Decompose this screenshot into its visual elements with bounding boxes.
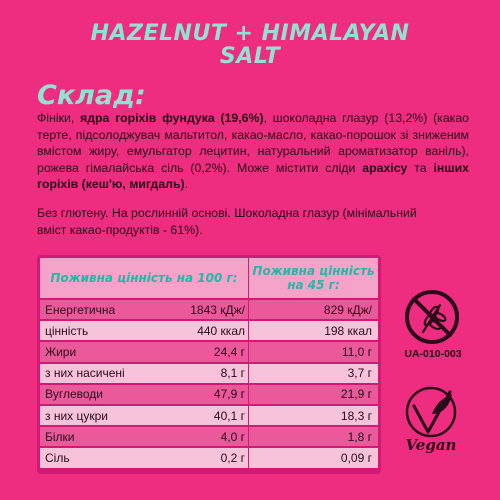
value-per-100g: 24,4 г (180, 342, 249, 361)
ingredients-hazelnut: ядра горіхів фундука (19,6%) (80, 111, 264, 125)
product-title-line2: SALT (219, 44, 281, 69)
nutrition-row (40, 406, 378, 425)
value-per-100g: 0,2 г (180, 448, 249, 467)
value-per-100g: 4,0 г (180, 427, 249, 446)
nutrition-row (40, 427, 378, 446)
ingredients-part: та (407, 160, 434, 175)
vegan-label: Vegan (405, 436, 457, 454)
value-per-45g: 18,3 г (340, 408, 372, 423)
nutrient-label: Енергетична (45, 302, 116, 317)
nutrient-label: з них цукри (45, 408, 108, 423)
gluten-free-code: UA-010-003 (404, 348, 462, 360)
value-per-100g: 1843 кДж/ (180, 300, 249, 319)
value-per-100g: 8,1 г (180, 364, 249, 383)
nutrition-row (40, 342, 378, 361)
header-per-100g: Поживна цінність на 100 г: (40, 258, 249, 298)
product-title-line1: HAZELNUT + HIMALAYAN (90, 21, 410, 46)
nutrient-label: з них насичені (45, 366, 125, 381)
value-per-45g: 829 кДж/ (323, 302, 372, 317)
nutrition-table-header (40, 258, 378, 298)
nutrient-label: Білки (45, 429, 75, 444)
nutrition-table (37, 255, 381, 474)
gluten-free-icon (396, 288, 468, 346)
product-title (0, 22, 500, 68)
nutrient-label: Вуглеводи (45, 387, 104, 402)
nutrient-label: цінність (45, 323, 89, 338)
nutrition-row (40, 300, 378, 319)
value-per-45g: 198 ккал (324, 323, 372, 338)
ingredients-part: , шоколадна глазур (13,2%) (какао терте, підсолоджувач мальтитол, какао-масло, какао-порошок зі зниженим вмістом жиру, емульгатор лецитин, натуральний ароматизатор ваніль), рожева гімалайська сіль (0,2%). Може містити сліди (37, 111, 469, 175)
value-per-45g: 1,8 г (347, 429, 372, 444)
ingredients-allergen-nuts: інших горіхів (кеш'ю, мигдаль) (37, 160, 470, 192)
nutrient-label: Жири (45, 344, 77, 359)
header-per-45g: Поживна цінність на 45 г: (252, 264, 375, 292)
value-per-45g: 3,7 г (347, 366, 372, 381)
nutrition-row (40, 321, 378, 340)
value-per-45g: 0,09 г (340, 450, 372, 465)
vegan-icon (398, 384, 464, 454)
ingredients-part: . (184, 177, 189, 192)
ingredients-part: Фініки, (37, 111, 81, 125)
nutrient-label: Сіль (45, 450, 70, 465)
nutrition-row (40, 385, 378, 404)
ingredients-text (37, 110, 469, 193)
value-per-45g: 11,0 г (341, 344, 372, 359)
ingredients-allergen-peanut: арахісу (362, 160, 408, 175)
value-per-100g: 40,1 г (180, 406, 249, 425)
value-per-45g: 21,9 г (340, 387, 372, 402)
ingredients-heading: Склад: (37, 80, 146, 111)
nutrition-row (40, 364, 378, 383)
value-per-100g: 440 ккал (180, 321, 249, 340)
nutrition-row (40, 448, 378, 467)
value-per-100g: 47,9 г (180, 385, 249, 404)
product-note: Без глютену. На рослинній основі. Шоколадна глазур (мінімальний вміст какао-продуктів - 61%). (37, 206, 417, 237)
